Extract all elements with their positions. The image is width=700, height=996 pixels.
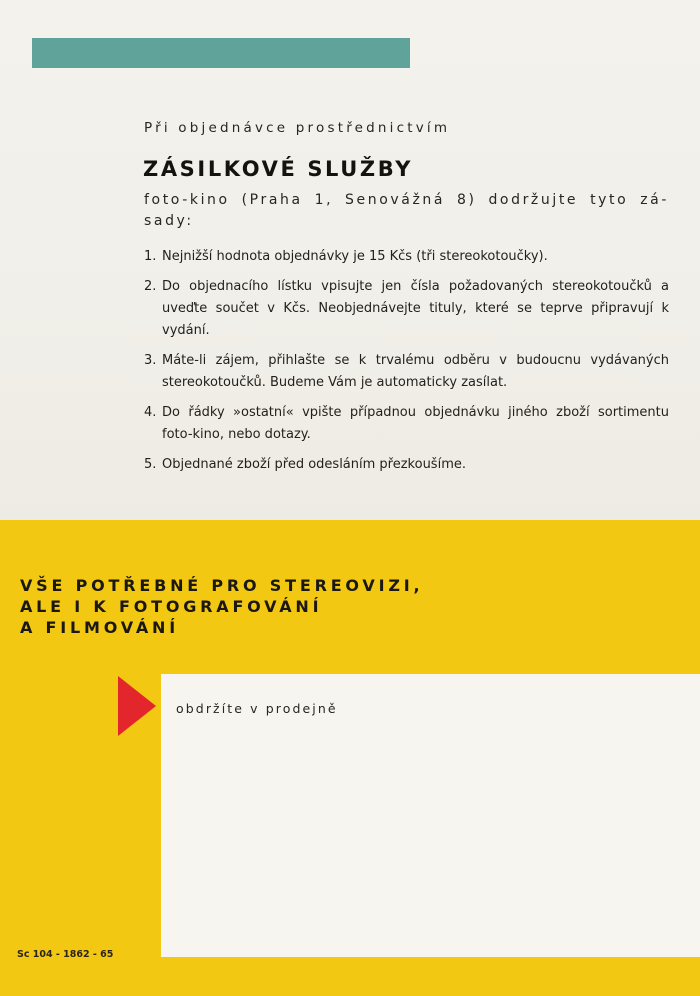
rule-item — [144, 246, 669, 268]
print-code: Sc 104 - 1862 - 65 — [17, 949, 114, 960]
rule-number: 4. — [144, 405, 157, 420]
rule-text: Máte-li zájem, přihlašte se k trvalému odběru v budoucnu vydávaných stereokotoučků. Budeme Vám je automaticky zasílat. — [162, 353, 669, 390]
rule-text: Do řádky »ostatní« vpište případnou objednávku jiného zboží sortimentu foto-kino, nebo dotazy. — [162, 405, 669, 442]
rule-number: 5. — [144, 457, 157, 472]
headline-line-1: VŠE POTŘEBNÉ PRO STEREOVIZI, — [20, 576, 424, 595]
rule-item — [144, 350, 669, 394]
service-address-text: foto-kino (Praha 1, Senovážná 8) dodržujte tyto zá-sady: — [144, 192, 669, 229]
ordering-rules-list — [144, 246, 669, 484]
service-title: ZÁSILKOVÉ SLUŽBY — [143, 157, 414, 181]
rule-item — [144, 276, 669, 342]
white-info-box — [161, 674, 700, 957]
rule-number: 2. — [144, 279, 157, 294]
headline-line-3: A FILMOVÁNÍ — [20, 618, 179, 637]
rule-number: 1. — [144, 249, 157, 264]
teal-accent-bar — [32, 38, 410, 68]
rule-text: Nejnižší hodnota objednávky je 15 Kčs (tři stereokotoučky). — [162, 249, 548, 264]
rule-item — [144, 454, 669, 476]
rule-text: Do objednacího lístku vpisujte jen čísla požadovaných stereokotoučků a uveďte součet v Kčs. Neobjednávejte tituly, které se teprve připravují k vydání. — [162, 279, 669, 338]
red-arrow-icon — [118, 676, 156, 736]
intro-text: Při objednávce prostřednictvím — [144, 120, 451, 136]
rule-text: Objednané zboží před odesláním přezkoušíme. — [162, 457, 466, 472]
headline-line-2: ALE I K FOTOGRAFOVÁNÍ — [20, 597, 323, 616]
shop-availability-text: obdržíte v prodejně — [176, 701, 338, 716]
rule-item — [144, 402, 669, 446]
advertisement-headline — [20, 575, 423, 638]
rule-number: 3. — [144, 353, 157, 368]
